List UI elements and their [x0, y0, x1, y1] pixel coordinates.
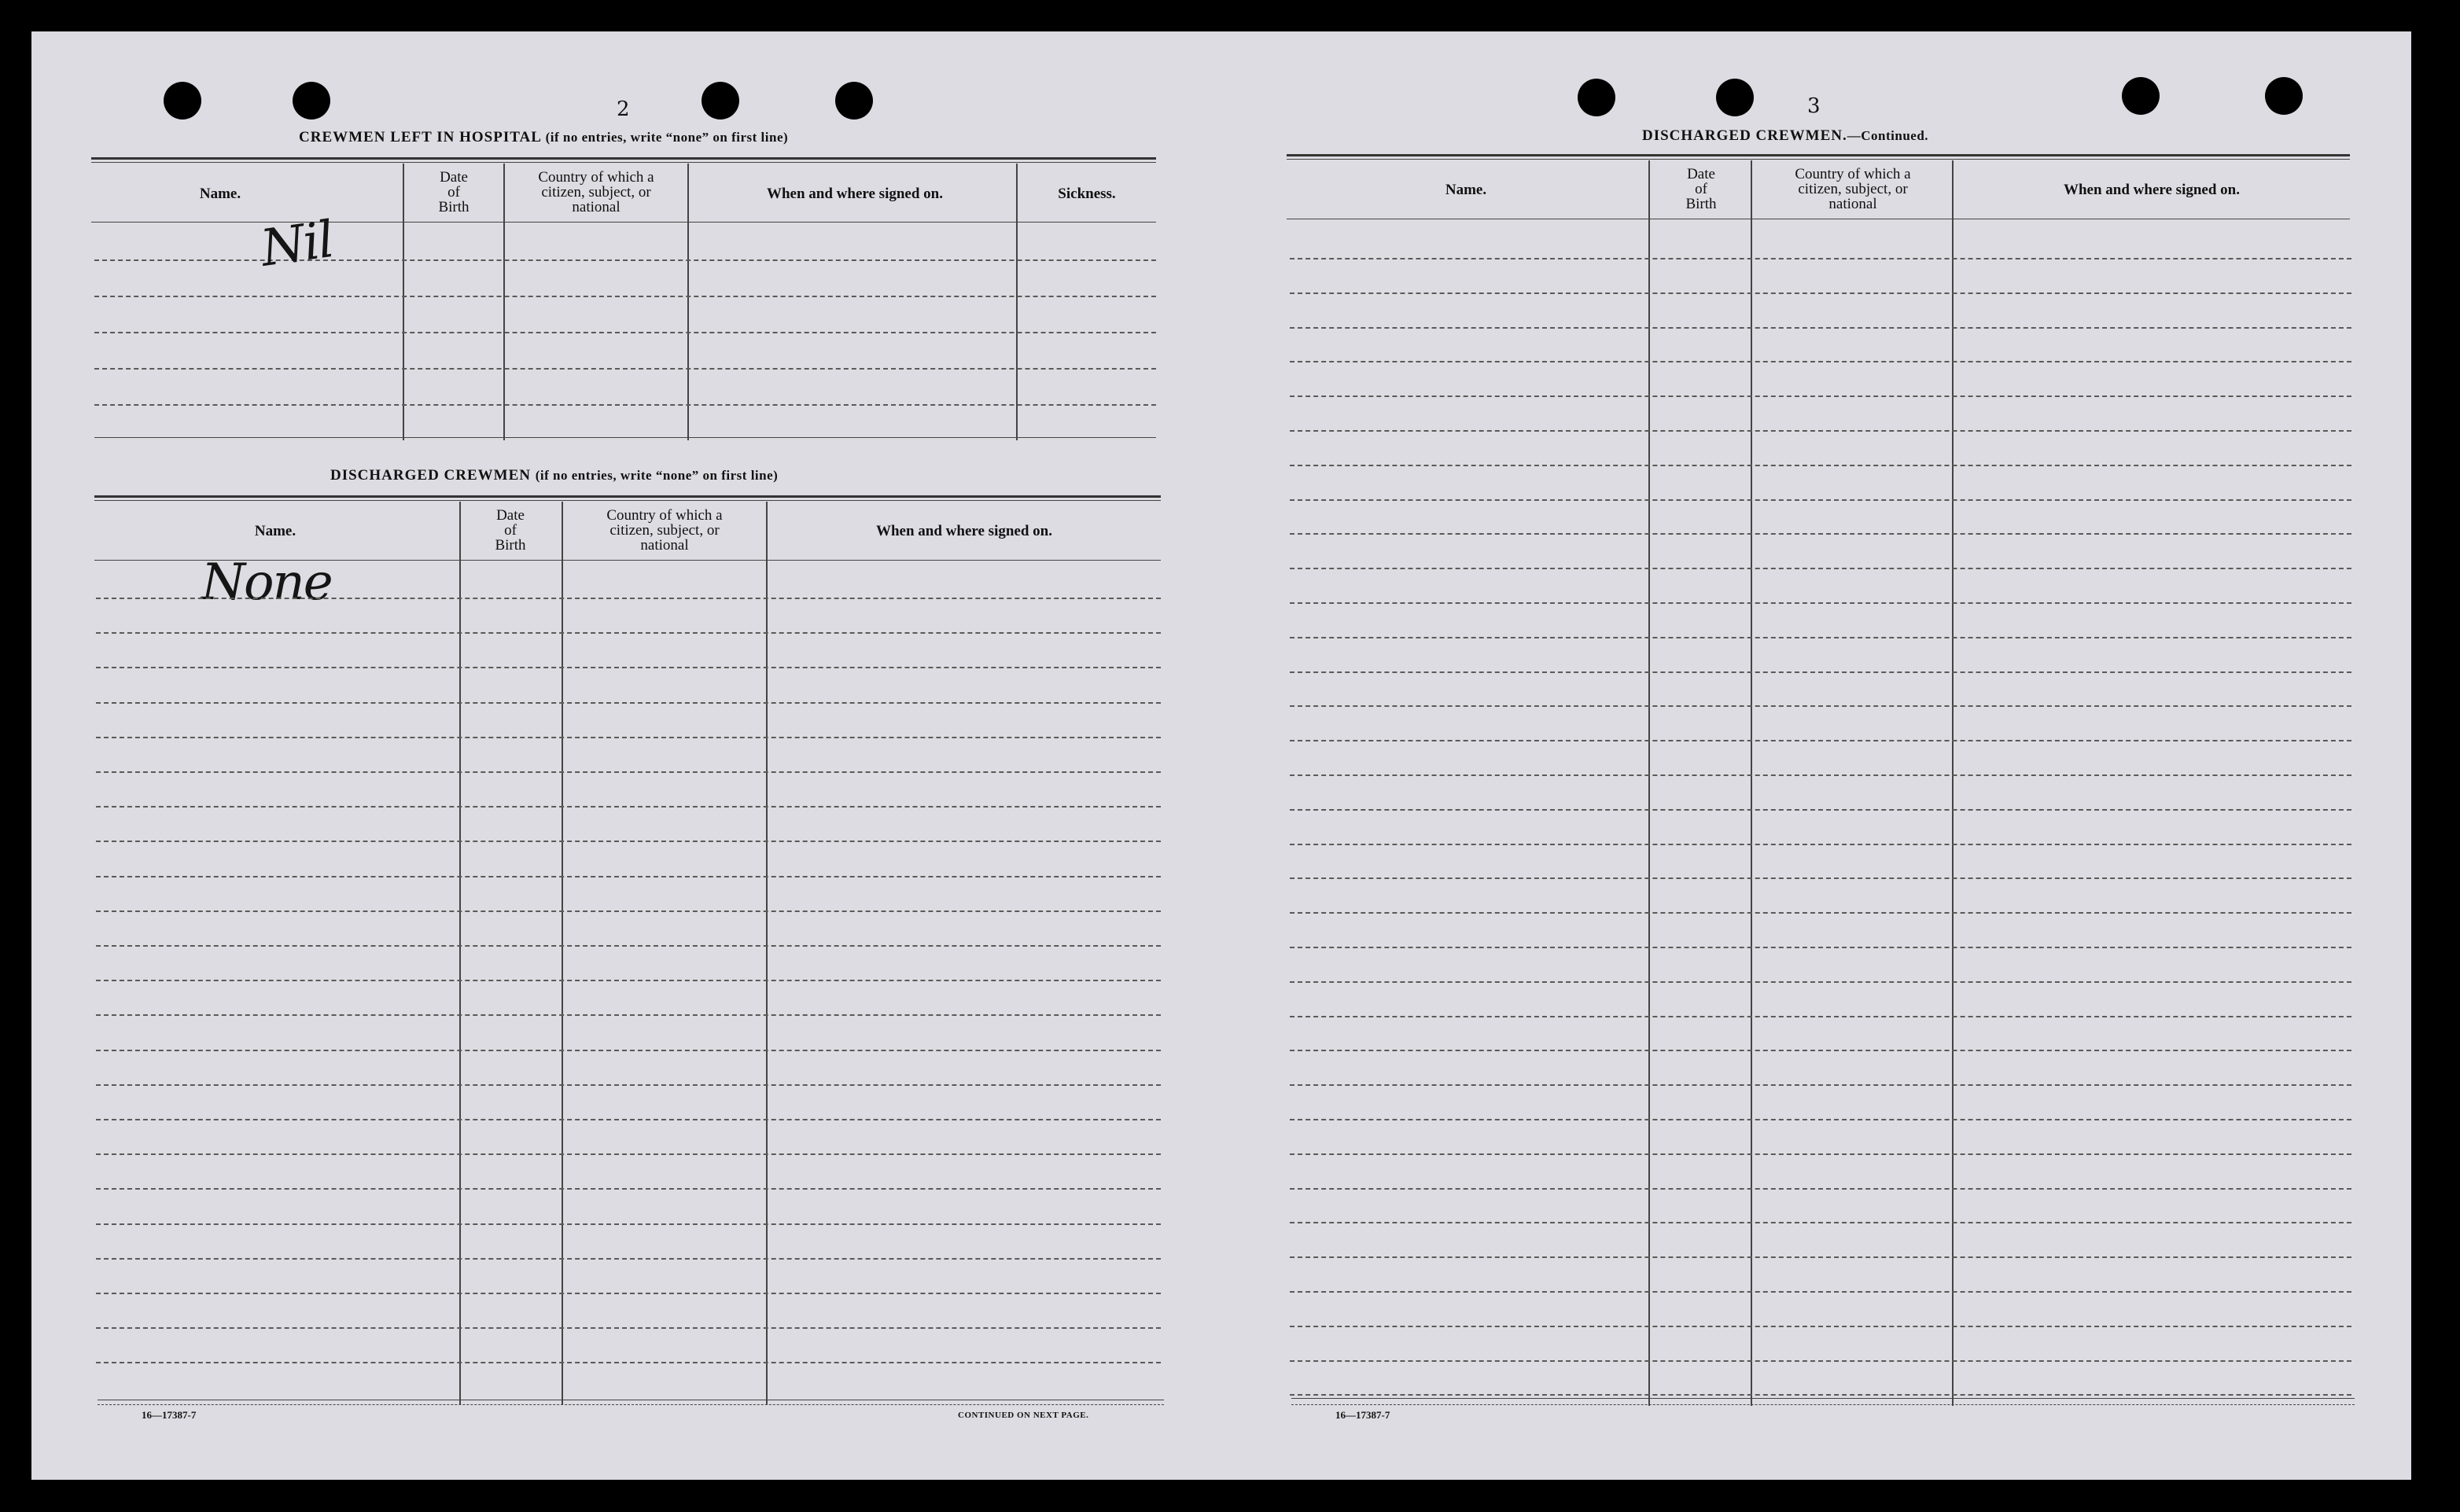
discharged-title-text: DISCHARGED CREWMEN — [330, 467, 531, 484]
punch-hole — [2122, 77, 2160, 115]
entry-line — [96, 841, 1161, 842]
entry-line — [96, 1050, 1161, 1051]
entry-line — [94, 332, 1156, 333]
right-title-subtitle: —Continued. — [1847, 128, 1929, 143]
entry-line — [96, 1327, 1161, 1329]
discharged-title-note: (if no entries, write “none” on first line) — [535, 468, 779, 483]
col-divider — [562, 502, 563, 1404]
entry-line — [96, 1188, 1161, 1190]
top-rule — [1287, 154, 2350, 156]
entry-line — [1290, 877, 2351, 879]
entry-line — [1290, 499, 2351, 501]
entry-line — [96, 1362, 1161, 1363]
punch-hole — [2265, 77, 2303, 115]
form-number: 16—17387-7 — [142, 1409, 197, 1421]
col-divider — [459, 502, 461, 1404]
header-rule — [91, 222, 1156, 223]
entry-line — [96, 1119, 1161, 1120]
punch-hole — [293, 82, 330, 120]
entry-line — [1290, 809, 2351, 811]
hospital-col-country: Country of which a citizen, subject, or national — [538, 169, 654, 215]
entry-line — [96, 1293, 1161, 1294]
entry-line — [1290, 1016, 2351, 1017]
entry-line — [96, 876, 1161, 877]
top-rule — [94, 495, 1161, 498]
entry-line — [1290, 981, 2351, 983]
entry-line — [1290, 327, 2351, 329]
hospital-title-text: CREWMEN LEFT IN HOSPITAL — [299, 129, 541, 145]
entry-line — [1290, 1326, 2351, 1327]
entry-line — [1290, 1256, 2351, 1258]
discharged-col-dob: Date of Birth — [495, 507, 526, 554]
entry-line — [1290, 1291, 2351, 1293]
handwritten-none: None — [201, 554, 332, 612]
entry-line — [94, 259, 1156, 261]
hospital-section-title — [299, 129, 788, 146]
entry-line — [96, 1153, 1161, 1155]
entry-line — [1290, 361, 2351, 362]
entry-line — [96, 806, 1161, 808]
entry-line — [96, 702, 1161, 704]
entry-line — [96, 667, 1161, 668]
continued-note: CONTINUED ON NEXT PAGE. — [958, 1411, 1089, 1420]
entry-line — [1290, 740, 2351, 741]
bottom-rule — [1291, 1398, 2355, 1399]
page-number: 2 — [617, 97, 630, 121]
handwritten-nil: Nil — [257, 211, 337, 278]
entry-line — [1290, 1119, 2351, 1120]
hospital-col-dob: Date of Birth — [438, 169, 470, 215]
entry-line — [1290, 912, 2351, 914]
col-divider — [1016, 164, 1018, 440]
col-divider — [403, 164, 404, 440]
right-title-text: DISCHARGED CREWMEN. — [1642, 127, 1847, 144]
hospital-col-name: Name. — [199, 186, 241, 202]
punch-hole — [164, 82, 201, 120]
entry-line — [1290, 947, 2351, 948]
entry-line — [1290, 1050, 2351, 1051]
form-number: 16—17387-7 — [1335, 1409, 1390, 1421]
entry-line — [1290, 637, 2351, 638]
top-rule-thin — [94, 500, 1161, 501]
entry-line — [96, 1223, 1161, 1225]
entry-line — [1290, 705, 2351, 707]
entry-line — [96, 737, 1161, 738]
discharged-col-country: Country of which a citizen, subject, or national — [606, 507, 723, 554]
left-page — [31, 31, 1238, 1480]
entry-line — [1290, 465, 2351, 466]
right-col-dob: Date of Birth — [1685, 166, 1717, 212]
punch-hole — [835, 82, 873, 120]
top-rule — [91, 157, 1156, 160]
entry-line — [1290, 568, 2351, 569]
section-end-rule — [94, 437, 1156, 438]
right-col-country: Country of which a citizen, subject, or national — [1795, 166, 1911, 212]
hospital-title-note: (if no entries, write “none” on first line) — [545, 130, 789, 145]
entry-line — [1290, 774, 2351, 776]
discharged-section-title — [330, 467, 778, 484]
entry-line — [1290, 1394, 2351, 1396]
entry-line — [94, 404, 1156, 406]
hospital-col-sickness: Sickness. — [1058, 186, 1116, 202]
entry-line — [96, 771, 1161, 773]
entry-line — [1290, 395, 2351, 397]
entry-line — [1290, 844, 2351, 845]
punch-hole — [1578, 79, 1615, 116]
hospital-col-signed-on: When and where signed on. — [766, 186, 943, 202]
entry-line — [96, 980, 1161, 981]
right-page — [1238, 31, 2411, 1480]
right-col-name: Name. — [1445, 182, 1487, 198]
entry-line — [96, 911, 1161, 912]
entry-line — [96, 945, 1161, 947]
col-divider — [1648, 160, 1650, 1406]
right-col-signed-on: When and where signed on. — [2063, 182, 2240, 198]
col-divider — [503, 164, 505, 440]
discharged-col-name: Name. — [254, 523, 296, 539]
top-rule-thin — [91, 162, 1156, 163]
col-divider — [1751, 160, 1752, 1406]
entry-line — [96, 598, 1161, 599]
punch-hole — [702, 82, 739, 120]
entry-line — [96, 1084, 1161, 1086]
discharged-col-signed-on: When and where signed on. — [875, 523, 1052, 539]
entry-line — [1290, 258, 2351, 259]
right-section-title — [1642, 127, 1928, 145]
entry-line — [96, 632, 1161, 634]
entry-line — [1290, 1360, 2351, 1362]
top-rule-thin — [1287, 159, 2350, 160]
col-divider — [766, 502, 768, 1404]
page-number: 3 — [1807, 94, 1821, 118]
entry-line — [1290, 1222, 2351, 1223]
entry-line — [1290, 430, 2351, 432]
entry-line — [1290, 1084, 2351, 1086]
entry-line — [94, 296, 1156, 297]
bottom-rule-dashed — [1291, 1404, 2355, 1405]
col-divider — [1952, 160, 1954, 1406]
bottom-rule-dashed — [98, 1404, 1164, 1405]
entry-line — [94, 368, 1156, 370]
entry-line — [96, 1014, 1161, 1016]
entry-line — [96, 1258, 1161, 1260]
entry-line — [1290, 671, 2351, 673]
entry-line — [1290, 1188, 2351, 1190]
entry-line — [1290, 1153, 2351, 1155]
entry-line — [1290, 292, 2351, 294]
punch-hole — [1716, 79, 1754, 116]
entry-line — [1290, 602, 2351, 604]
entry-line — [1290, 533, 2351, 535]
col-divider — [687, 164, 689, 440]
